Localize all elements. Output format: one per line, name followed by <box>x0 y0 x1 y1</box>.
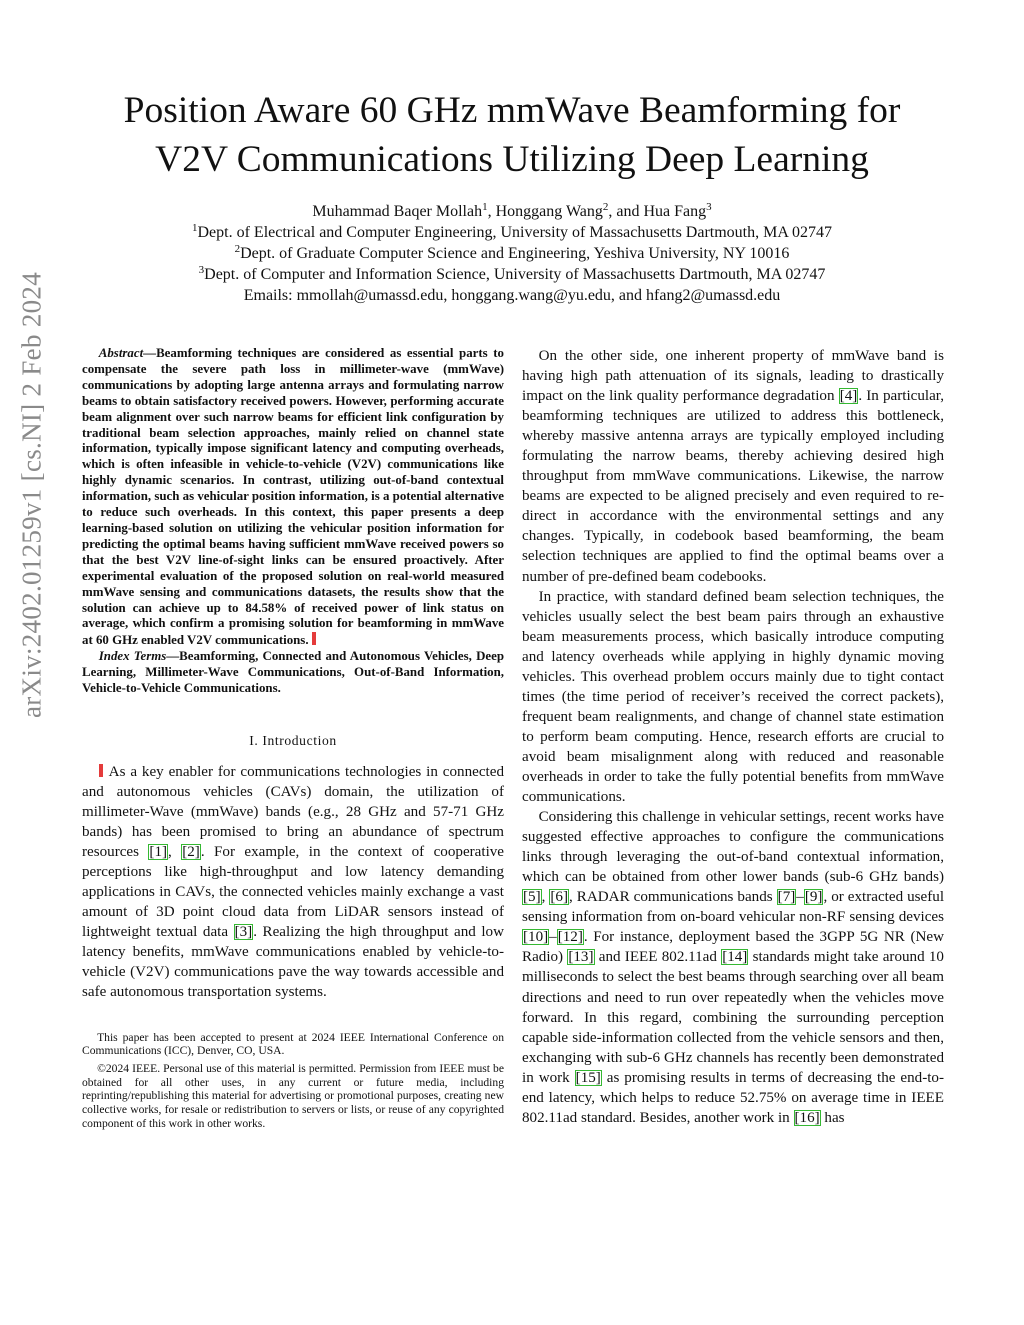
intro-text: , <box>168 844 182 861</box>
author-sep-1: , <box>487 203 496 220</box>
index-terms-label: Index Terms <box>98 649 167 664</box>
affiliation-2-text: Dept. of Graduate Computer Science and Engineering, Yeshiva University, NY 10016 <box>240 245 790 262</box>
author-block <box>60 201 964 306</box>
affiliation-3-sup: 3 <box>198 264 205 276</box>
right-paragraph-2: In practice, with standard defined beam selection techniques, the vehicles usually select the best beam pairs through an exhaustive beam measurements process, which basically introduce computing and latency overheads while applying in highly dynamic moving vehicles. This overhead problem occurs mainly due to tight contact times (the time period of receiver’s received the correct packets), frequent beam realignments, and change of channel state estimation to perform beam computing. Hence, research efforts are crucial to avoid beam misalignment along with reduced and reasonable overheads in order to take the fully potential benefits from mmWave communications. <box>522 588 944 806</box>
emails: Emails: mmollah@umassd.edu, honggang.wang@yu.edu, and hfang2@umassd.edu <box>243 287 781 304</box>
citation-2[interactable]: [2] <box>182 844 200 861</box>
footnote-copyright: ©2024 IEEE. Personal use of this material is permitted. Permission from IEEE must be obtained for all other uses, in any current or future media, including reprinting/republishing this material for advertising or promotional purposes, creating new collective works, for resale or redistribution to servers or lists, or reuse of any copyrighted component of this work in other works. <box>82 1061 504 1130</box>
title-line-2: V2V Communications Utilizing Deep Learning <box>155 139 869 180</box>
body-text: as promising results in terms of decreasing the end-to-end latency, which helps to reduce 52.75% on average time in IEEE 802.11ad standard. Besides, another work in <box>522 1069 945 1126</box>
citation-14[interactable]: [14] <box>722 949 748 966</box>
body-text: . In particular, beamforming techniques are utilized to address this bottleneck, whereby massive antenna arrays are typically employed including formulating the narrow beams, thereby achieving desired high throughput from mmWave communications. Likewise, the narrow beams are expected to be aligned precisely and even required to re-direct in accordance with the environmental settings and any changes. Typically, in codebook based beamforming, the beam selection techniques are applied to find the optimal beams over a number of pre-defined beam codebooks. <box>522 388 944 585</box>
abstract <box>82 346 504 697</box>
citation-5[interactable]: [5] <box>523 889 541 906</box>
body-text: – <box>796 889 804 906</box>
title-line-1: Position Aware 60 GHz mmWave Beamforming for <box>123 90 901 131</box>
citation-15[interactable]: [15] <box>575 1069 601 1086</box>
affiliation-3 <box>60 264 964 285</box>
footnotes <box>82 1031 504 1131</box>
intro-text: . For example, in the context of cooperative perceptions like high-throughput and low latency demanding applications in CAVs, the connected vehicles mainly exchange a vast amount of 3D point cloud data from LiDAR sensors instead of lightweight textual data <box>82 844 505 941</box>
author-1-sup: 1 <box>482 201 488 213</box>
citation-3[interactable]: [3] <box>234 924 253 941</box>
section-heading-introduction: I. Introduction <box>249 732 337 748</box>
abstract-dash: — <box>143 346 157 360</box>
right-paragraph-3 <box>522 807 944 1128</box>
annotation-mark <box>312 632 316 645</box>
affiliation-1-sup: 1 <box>191 222 198 234</box>
citation-4[interactable]: [4] <box>839 388 858 405</box>
index-terms-text: Beamforming, Connected and Autonomous Vehicles, Deep Learning, Millimeter-Wave Communications, Out-of-Band Information, Vehicle-to-Vehicle Communications. <box>82 649 504 696</box>
introduction-body <box>82 762 504 1003</box>
body-text: . For instance, deployment based the 3GPP 5G NR (New Radio) <box>522 929 944 966</box>
citation-1[interactable]: [1] <box>149 844 168 861</box>
body-text: and IEEE 802.11ad <box>594 949 722 966</box>
abstract-text: Beamforming techniques are considered as essential parts to compensate the severe path loss in millimeter-wave (mmWave) communications by adopting large antenna arrays and formulating narrow beams to obtain satisfactory received powers. However, performing accurate beam alignment over such narrow beams for efficient link configuration by traditional beam selection approaches, mainly relied on channel state information, typically impose significant latency and computing overheads, which is often infeasible in vehicle-to-vehicle (V2V) communications like highly dynamic scenarios. In contrast, utilizing out-of-band contextual information, such as vehicular position information, is a potential alternative to reduce such overheads. In this context, this paper presents a deep learning-based solution on utilizing the vehicular position information for predicting the optimal beams having sufficient mmWave received powers so that the best V2V line-of-sight links can be ensured proactively. After experimental evaluation of the proposed solution on real-world measured mmWave sensing and communications datasets, the results show that the solution can achieve up to 84.58% of received power of link status on average, which confirm a promising solution for beamforming in mmWave at 60 GHz enabled V2V communications. <box>82 346 504 648</box>
author-names <box>60 201 964 222</box>
annotation-mark <box>99 764 103 777</box>
author-2: Honggang Wang <box>495 203 603 220</box>
body-text: , RADAR communications bands <box>569 889 777 906</box>
citation-13[interactable]: [13] <box>568 949 594 966</box>
citation-12[interactable]: [12] <box>557 929 583 946</box>
citation-10[interactable]: [10] <box>523 929 549 946</box>
citation-6[interactable]: [6] <box>550 889 569 906</box>
body-text: has <box>820 1109 845 1126</box>
index-terms <box>82 649 504 697</box>
author-3-sup: 3 <box>706 201 712 213</box>
footnote-acceptance: This paper has been accepted to present at 2024 IEEE International Conference on Communications (ICC), Denver, CO, USA. <box>82 1030 504 1058</box>
body-text: On the other side, one inherent property of mmWave band is having high path attenuation of its signals, leading to drastically impact on the link quality performance degradation <box>522 348 944 405</box>
author-1: Muhammad Baqer Mollah <box>312 203 483 220</box>
affiliation-2 <box>60 243 964 264</box>
abstract-paragraph <box>82 346 504 649</box>
body-text: , or extracted useful sensing information from on-board vehicular non-RF sensing devices <box>522 889 945 926</box>
affiliation-2-sup: 2 <box>234 243 241 255</box>
abstract-label: Abstract <box>98 346 144 360</box>
arxiv-identifier-sidebar <box>12 271 52 719</box>
intro-paragraph-1 <box>82 762 504 1003</box>
body-text: , <box>541 889 550 906</box>
body-text: standards might take around 10 milliseconds to select the best beams through searching over all beam directions and need to run over repeatedly when the vehicles move forward. In this regard, combining the surrounding perception capable side-information collected from the vehicle sensors and then, exchanging with sub-6 GHz channels has recently been demonstrated in work <box>522 949 944 1086</box>
citation-9[interactable]: [9] <box>804 889 823 906</box>
affiliation-1-text: Dept. of Electrical and Computer Engineering, University of Massachusetts Dartmouth, MA 02747 <box>197 224 833 241</box>
affiliation-3-text: Dept. of Computer and Information Science, University of Massachusetts Dartmouth, MA 02747 <box>204 266 826 283</box>
author-3: Hua Fang <box>643 203 707 220</box>
index-terms-dash: — <box>166 649 180 664</box>
paper-title <box>60 86 964 184</box>
affiliation-1 <box>60 222 964 243</box>
intro-text: As a key enabler for communications technologies in connected and autonomous vehicles (CAVs) domain, the utilization of millimeter-Wave (mmWave) bands (e.g., 28 GHz and 57-71 GHz bands) has been promised to bring an abundance of spectrum resources <box>82 763 504 861</box>
intro-text: . Realizing the high throughput and low latency benefits, mmWave communications enabled by vehicle-to-vehicle (V2V) communications pave the way towards accessible and safe autonomous transportation systems. <box>82 924 504 1001</box>
citation-16[interactable]: [16] <box>794 1109 820 1126</box>
right-column <box>522 346 944 1128</box>
body-text: Considering this challenge in vehicular settings, recent works have suggested effective approaches to configure the communications links through leveraging the out-of-band contextual information, which can be obtained from other lower bands (sub-6 GHz bands) <box>522 809 944 886</box>
citation-7[interactable]: [7] <box>777 889 796 906</box>
arxiv-id: arXiv:2402.01259v1 [cs.NI] 2 Feb 2024 <box>16 271 47 719</box>
author-sep-2: , and <box>608 203 644 220</box>
right-paragraph-1 <box>522 346 944 587</box>
body-text: – <box>549 929 557 946</box>
left-column <box>82 346 504 1134</box>
author-2-sup: 2 <box>602 201 609 213</box>
